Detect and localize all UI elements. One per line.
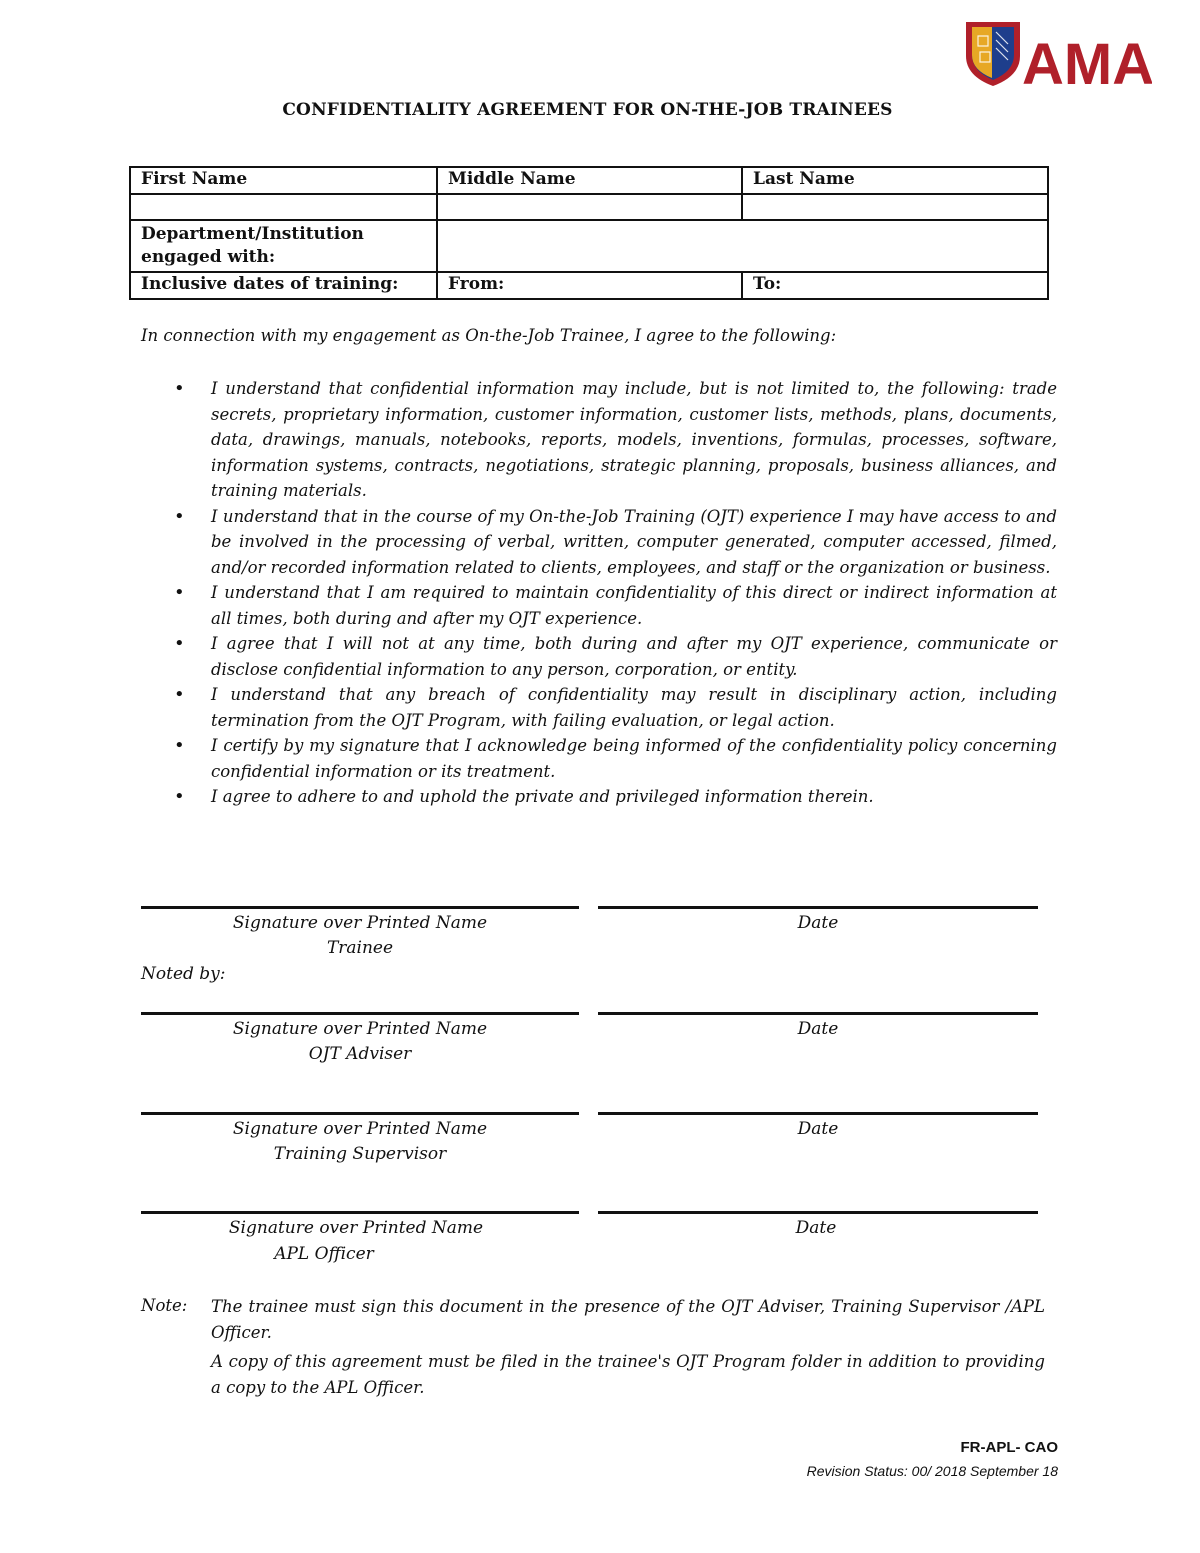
supervisor-signature-caption: Signature over Printed Name bbox=[232, 1119, 488, 1139]
adviser-signature-caption: Signature over Printed Name bbox=[232, 1019, 488, 1039]
apl-officer-date-caption: Date bbox=[795, 1218, 837, 1238]
date-from-field[interactable] bbox=[437, 272, 742, 299]
trainee-date-caption: Date bbox=[797, 913, 839, 933]
training-dates-label: Inclusive dates of training: bbox=[130, 272, 437, 299]
ama-shield-icon bbox=[962, 18, 1152, 90]
adviser-date-caption: Date bbox=[797, 1019, 839, 1039]
apl-officer-date-line[interactable] bbox=[598, 1211, 1038, 1214]
supervisor-date-line[interactable] bbox=[598, 1112, 1038, 1115]
form-code: FR-APL- CAO bbox=[960, 1439, 1058, 1456]
note-line-2: A copy of this agreement must be filed in the trainee's OJT Program folder in addition to providing a copy to the APL Officer. bbox=[211, 1352, 1045, 1397]
date-to-field[interactable] bbox=[742, 272, 1048, 299]
apl-officer-role-label: APL Officer bbox=[274, 1244, 374, 1264]
date-from-label: From: bbox=[448, 274, 505, 294]
middle-name-label: Middle Name bbox=[437, 167, 742, 194]
trainee-signature-caption: Signature over Printed Name bbox=[232, 913, 488, 933]
ama-logo bbox=[962, 18, 1152, 90]
supervisor-date-caption: Date bbox=[797, 1119, 839, 1139]
list-item: • I certify by my signature that I acknowledge being informed of the confidentiality policy concerning confidential information or its treatment. bbox=[211, 733, 1057, 784]
last-name-field[interactable] bbox=[742, 194, 1048, 220]
list-item: • I understand that confidential information may include, but is not limited to, the following: trade secrets, proprietary information, customer information, customer lists, methods, plans, documents, data, drawings, manuals, notebooks, reports, models, inventions, formulas, processes, software, information systems, contracts, negotiations, strategic planning, proposals, business alliances, and training materials. bbox=[211, 376, 1057, 504]
middle-name-field[interactable] bbox=[437, 194, 742, 220]
revision-status: Revision Status: 00/ 2018 September 18 bbox=[806, 1463, 1058, 1479]
list-item: • I agree to adhere to and uphold the private and privileged information therein. bbox=[211, 784, 1057, 810]
last-name-label: Last Name bbox=[742, 167, 1048, 194]
trainee-info-table bbox=[129, 166, 1049, 300]
agreement-terms-list bbox=[211, 376, 1057, 810]
trainee-role-label: Trainee bbox=[326, 938, 394, 958]
list-item: • I understand that I am required to maintain confidentiality of this direct or indirect information at all times, both during and after my OJT experience. bbox=[211, 580, 1057, 631]
first-name-field[interactable] bbox=[130, 194, 437, 220]
intro-text: In connection with my engagement as On-the-Job Trainee, I agree to the following: bbox=[141, 326, 837, 345]
ama-logo-text: AMA bbox=[1022, 32, 1152, 90]
list-item: • I understand that in the course of my On-the-Job Training (OJT) experience I may have access to and be involved in the processing of verbal, written, computer generated, computer accessed, filmed, and/or recorded information related to clients, employees, and staff or the organization or business. bbox=[211, 504, 1057, 581]
adviser-date-line[interactable] bbox=[598, 1012, 1038, 1015]
apl-officer-signature-line[interactable] bbox=[141, 1211, 579, 1214]
department-label: Department/Institution engaged with: bbox=[130, 220, 437, 272]
department-field[interactable] bbox=[437, 220, 1048, 272]
trainee-signature-line[interactable] bbox=[141, 906, 579, 909]
adviser-signature-line[interactable] bbox=[141, 1012, 579, 1015]
first-name-label: First Name bbox=[130, 167, 437, 194]
apl-officer-signature-caption: Signature over Printed Name bbox=[228, 1218, 484, 1238]
note-label: Note: bbox=[141, 1296, 188, 1315]
list-item: • I understand that any breach of confidentiality may result in disciplinary action, including termination from the OJT Program, with failing evaluation, or legal action. bbox=[211, 682, 1057, 733]
document-title: CONFIDENTIALITY AGREEMENT FOR ON-THE-JOB TRAINEES bbox=[282, 100, 893, 120]
date-to-label: To: bbox=[753, 274, 782, 294]
supervisor-role-label: Training Supervisor bbox=[273, 1144, 447, 1164]
trainee-date-line[interactable] bbox=[598, 906, 1038, 909]
list-item: • I agree that I will not at any time, both during and after my OJT experience, communicate or disclose confidential information to any person, corporation, or entity. bbox=[211, 631, 1057, 682]
noted-by-label: Noted by: bbox=[141, 964, 226, 984]
adviser-role-label: OJT Adviser bbox=[308, 1044, 412, 1064]
note-line-1: The trainee must sign this document in the presence of the OJT Adviser, Training Supervisor /APL Officer. bbox=[211, 1297, 1045, 1342]
supervisor-signature-line[interactable] bbox=[141, 1112, 579, 1115]
